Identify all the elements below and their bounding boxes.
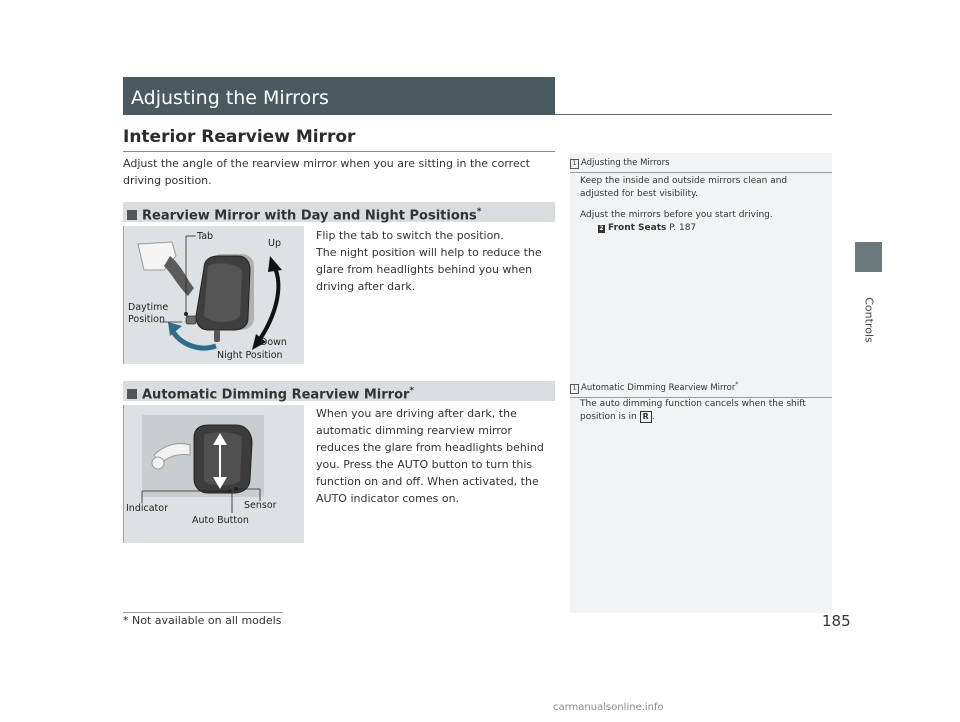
side-tab-marker: [855, 242, 882, 272]
section-rule: [123, 151, 555, 152]
front-seats-reference[interactable]: 2 Front Seats P. 187: [599, 223, 697, 233]
shift-r-key: R: [640, 411, 652, 423]
note-auto-dim-title: 1 Automatic Dimming Rearview Mirror*: [570, 381, 832, 398]
label-position: Position: [128, 314, 165, 325]
day-night-text: [316, 227, 556, 295]
label-daytime: Daytime: [128, 302, 169, 313]
intro-text: Adjust the angle of the rearview mirror when you are sitting in the correct driving position.: [123, 157, 531, 187]
note-auto-dim-body: The auto dimming function cancels when the shift position is in R .: [580, 399, 806, 422]
watermark: carmanualsonline.info: [553, 702, 664, 713]
note-marker-icon: 1: [570, 384, 579, 394]
note-adjusting-mirrors-body: Keep the inside and outside mirrors clean and adjusted for best visibility. Adjust the mirrors before you start driving. 2 Front Seats P. 187: [580, 175, 820, 235]
square-bullet-icon: [127, 210, 137, 220]
page-number: 185: [822, 612, 851, 630]
square-bullet-icon: [127, 389, 137, 399]
section-heading: Interior Rearview Mirror: [123, 127, 356, 147]
note-adjusting-mirrors-title: 1 Adjusting the Mirrors: [570, 158, 832, 173]
auto-dim-text: When you are driving after dark, the automatic dimming rearview mirror reduces the glare from headlights behind you. Press the AUTO button to turn this function on and off. When activated, the AUTO indicator comes on.: [316, 407, 544, 505]
auto-dim-mirror-figure: [123, 405, 304, 543]
footnote: * Not available on all models: [123, 614, 282, 627]
subhead-auto-dim: Automatic Dimming Rearview Mirror*: [127, 381, 414, 405]
day-night-mirror-figure: [123, 226, 304, 364]
label-auto-button: Auto Button: [192, 515, 249, 526]
label-indicator: Indicator: [126, 503, 168, 514]
label-tab: Tab: [197, 231, 214, 242]
day-night-text-2: The night position will help to reduce the glare from headlights behind you when driving after dark.: [316, 246, 542, 293]
reference-arrow-icon: 2: [599, 225, 604, 232]
label-night-position: Night Position: [217, 350, 283, 361]
label-sensor: Sensor: [244, 500, 277, 511]
day-night-text-1: Flip the tab to switch the position.: [316, 229, 504, 242]
footnote-rule: [123, 612, 283, 613]
label-down: Down: [260, 337, 287, 348]
note-marker-icon: 1: [570, 159, 579, 169]
label-up: Up: [268, 238, 281, 249]
page-title: Adjusting the Mirrors: [131, 87, 329, 109]
subhead-day-night: Rearview Mirror with Day and Night Positions*: [127, 202, 481, 226]
title-rule: [555, 114, 832, 115]
